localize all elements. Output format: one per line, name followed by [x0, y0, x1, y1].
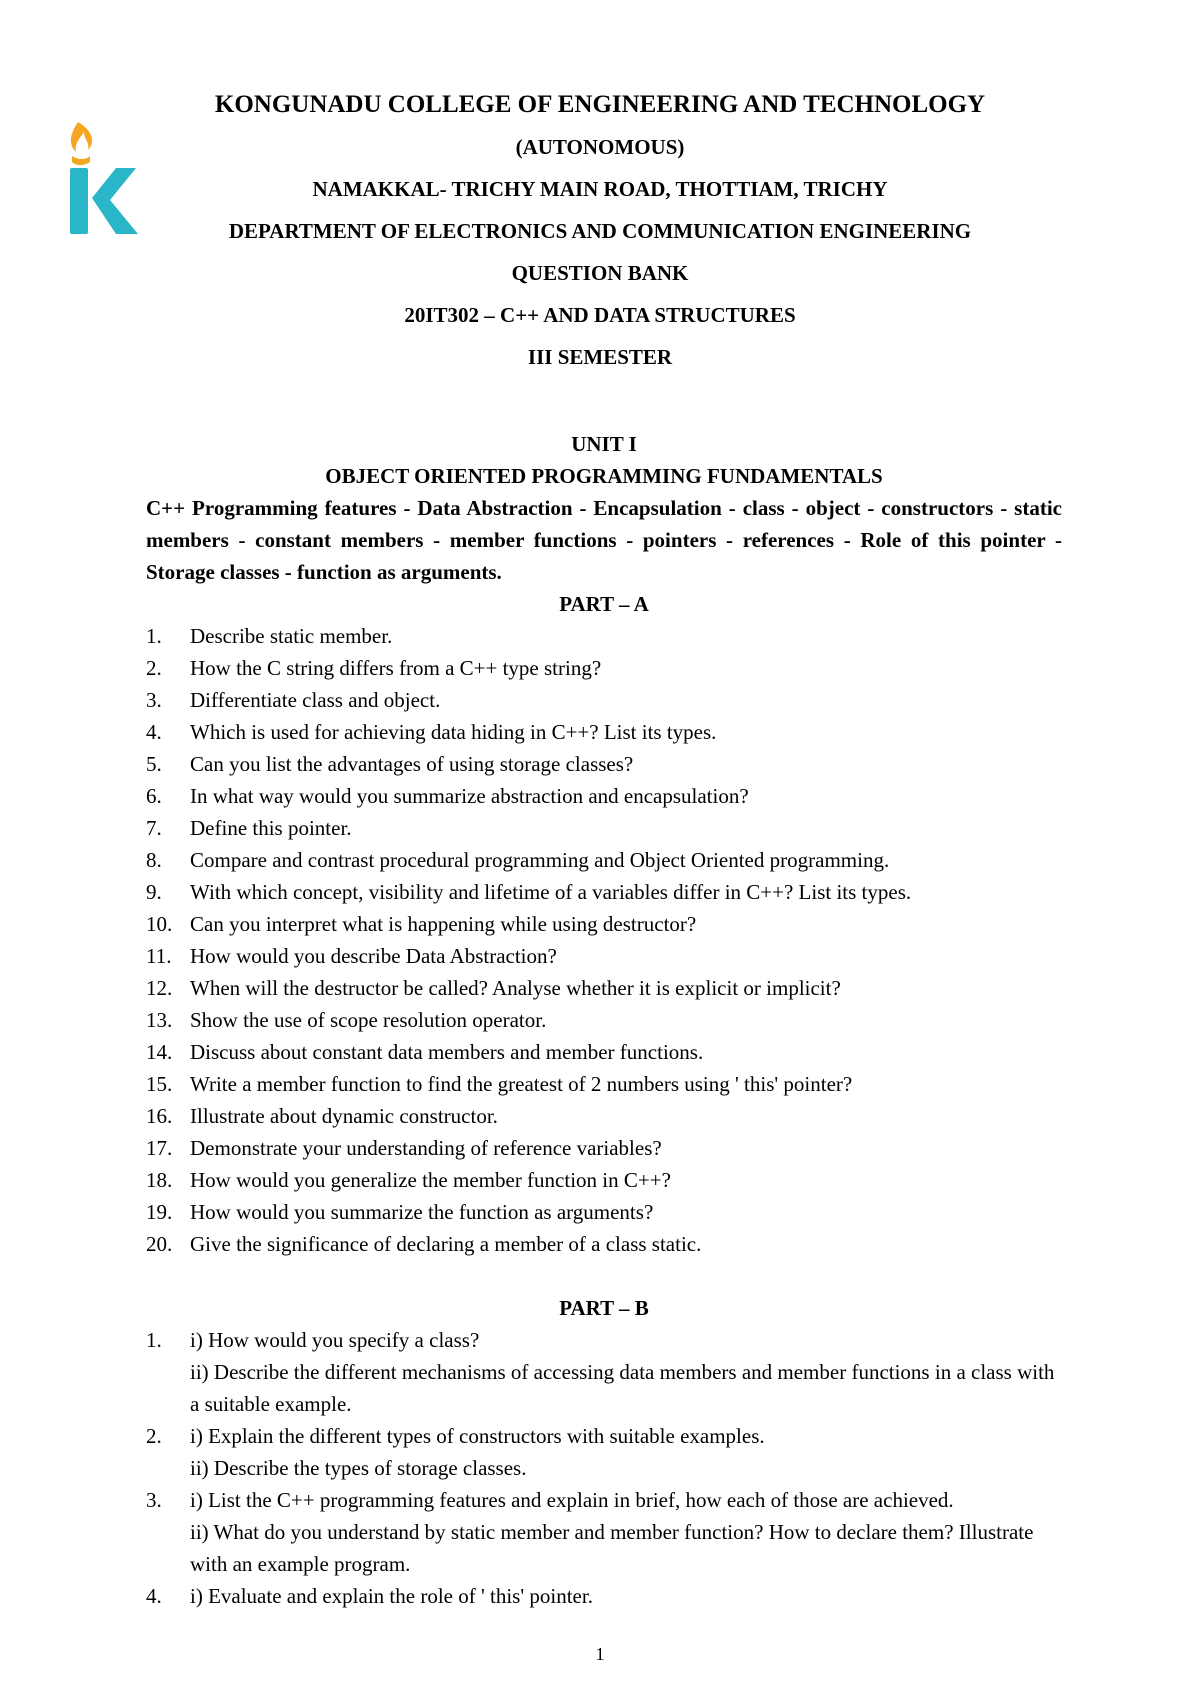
question-text: Demonstrate your understanding of reference variables? — [190, 1136, 662, 1160]
question-text: Write a member function to find the greatest of 2 numbers using ' this' pointer? — [190, 1072, 853, 1096]
page-number: 1 — [595, 1644, 605, 1664]
part-a-question — [146, 748, 1062, 780]
unit-title: UNIT I — [571, 432, 637, 456]
question-text: Differentiate class and object. — [190, 688, 441, 712]
question-number: 15. — [146, 1072, 173, 1096]
document-header — [120, 84, 1080, 378]
question-number: 1. — [146, 1328, 162, 1352]
autonomous-label: (AUTONOMOUS) — [515, 135, 685, 159]
part-a-question — [146, 652, 1062, 684]
part-b-question — [146, 1580, 1062, 1612]
question-subpart: ii) Describe the types of storage classes. — [190, 1456, 527, 1480]
question-number: 10. — [146, 912, 173, 936]
unit-name: OBJECT ORIENTED PROGRAMMING FUNDAMENTALS — [325, 464, 883, 488]
question-subpart: i) List the C++ programming features and explain in brief, how each of those are achieved. — [190, 1488, 954, 1512]
question-text: How would you describe Data Abstraction? — [190, 944, 557, 968]
question-subpart: ii) Describe the different mechanisms of accessing data members and member functions in a class with a suitable example. — [190, 1360, 1055, 1416]
question-text: Show the use of scope resolution operator. — [190, 1008, 547, 1032]
part-a-question — [146, 1228, 1062, 1260]
part-a-question — [146, 908, 1062, 940]
part-a-question — [146, 620, 1062, 652]
question-text: How would you generalize the member function in C++? — [190, 1168, 671, 1192]
question-text: Illustrate about dynamic constructor. — [190, 1104, 498, 1128]
question-number: 19. — [146, 1200, 173, 1224]
department-name: DEPARTMENT OF ELECTRONICS AND COMMUNICATION ENGINEERING — [228, 219, 972, 243]
question-number: 17. — [146, 1136, 173, 1160]
part-b-title: PART – B — [559, 1296, 649, 1320]
question-text: In what way would you summarize abstraction and encapsulation? — [190, 784, 749, 808]
question-number: 4. — [146, 720, 162, 744]
question-subpart: ii) What do you understand by static member and member function? How to declare them? Illustrate with an example program. — [190, 1520, 1034, 1576]
part-a-question — [146, 716, 1062, 748]
part-a-question — [146, 972, 1062, 1004]
unit-section — [146, 428, 1062, 1612]
question-subpart: i) Evaluate and explain the role of ' this' pointer. — [190, 1584, 593, 1608]
question-text: When will the destructor be called? Analyse whether it is explicit or implicit? — [190, 976, 841, 1000]
part-a-question — [146, 1100, 1062, 1132]
question-number: 20. — [146, 1232, 173, 1256]
document-type: QUESTION BANK — [511, 261, 689, 285]
part-a-title: PART – A — [559, 592, 649, 616]
college-name: KONGUNADU COLLEGE OF ENGINEERING AND TECHNOLOGY — [214, 91, 986, 118]
question-number: 9. — [146, 880, 162, 904]
part-a-question — [146, 1164, 1062, 1196]
part-a-question — [146, 1132, 1062, 1164]
college-address: NAMAKKAL- TRICHY MAIN ROAD, THOTTIAM, TRICHY — [312, 177, 888, 201]
question-text: Which is used for achieving data hiding in C++? List its types. — [190, 720, 717, 744]
question-subpart: i) How would you specify a class? — [190, 1328, 480, 1352]
question-text: Can you interpret what is happening while using destructor? — [190, 912, 697, 936]
question-number: 7. — [146, 816, 162, 840]
part-a-question — [146, 1004, 1062, 1036]
part-a-question — [146, 1068, 1062, 1100]
course-title: 20IT302 – C++ AND DATA STRUCTURES — [404, 303, 796, 327]
part-a-question — [146, 1036, 1062, 1068]
part-a-question — [146, 812, 1062, 844]
question-number: 2. — [146, 656, 162, 680]
part-a-question — [146, 684, 1062, 716]
question-number: 2. — [146, 1424, 162, 1448]
part-b-question — [146, 1420, 1062, 1484]
unit-topics: C++ Programming features - Data Abstraction - Encapsulation - class - object - constructors - static members - constant members - member functions - pointers - references - Role of this pointer - Storage classes - function as arguments. — [146, 496, 1062, 584]
question-number: 4. — [146, 1584, 162, 1608]
question-number: 3. — [146, 1488, 162, 1512]
question-subpart: i) Explain the different types of constructors with suitable examples. — [190, 1424, 765, 1448]
question-number: 1. — [146, 624, 162, 648]
question-number: 5. — [146, 752, 162, 776]
part-a-question — [146, 1196, 1062, 1228]
question-number: 6. — [146, 784, 162, 808]
question-text: How would you summarize the function as arguments? — [190, 1200, 654, 1224]
question-text: Give the significance of declaring a member of a class static. — [190, 1232, 702, 1256]
part-a-question — [146, 844, 1062, 876]
question-number: 11. — [146, 944, 172, 968]
question-text: Compare and contrast procedural programming and Object Oriented programming. — [190, 848, 890, 872]
question-number: 14. — [146, 1040, 173, 1064]
part-b-question — [146, 1484, 1062, 1580]
question-text: Describe static member. — [190, 624, 393, 648]
question-number: 16. — [146, 1104, 173, 1128]
part-b-question — [146, 1324, 1062, 1420]
part-b-question-list — [146, 1324, 1062, 1612]
question-number: 13. — [146, 1008, 173, 1032]
question-text: With which concept, visibility and lifetime of a variables differ in C++? List its types. — [190, 880, 912, 904]
part-a-question-list — [146, 620, 1062, 1260]
part-a-question — [146, 940, 1062, 972]
part-a-question — [146, 780, 1062, 812]
question-text: Discuss about constant data members and member functions. — [190, 1040, 704, 1064]
question-text: Define this pointer. — [190, 816, 352, 840]
question-text: Can you list the advantages of using storage classes? — [190, 752, 634, 776]
part-a-question — [146, 876, 1062, 908]
question-number: 18. — [146, 1168, 173, 1192]
question-text: How the C string differs from a C++ type string? — [190, 656, 602, 680]
question-number: 12. — [146, 976, 173, 1000]
question-number: 8. — [146, 848, 162, 872]
question-number: 3. — [146, 688, 162, 712]
semester-label: III SEMESTER — [527, 345, 673, 369]
